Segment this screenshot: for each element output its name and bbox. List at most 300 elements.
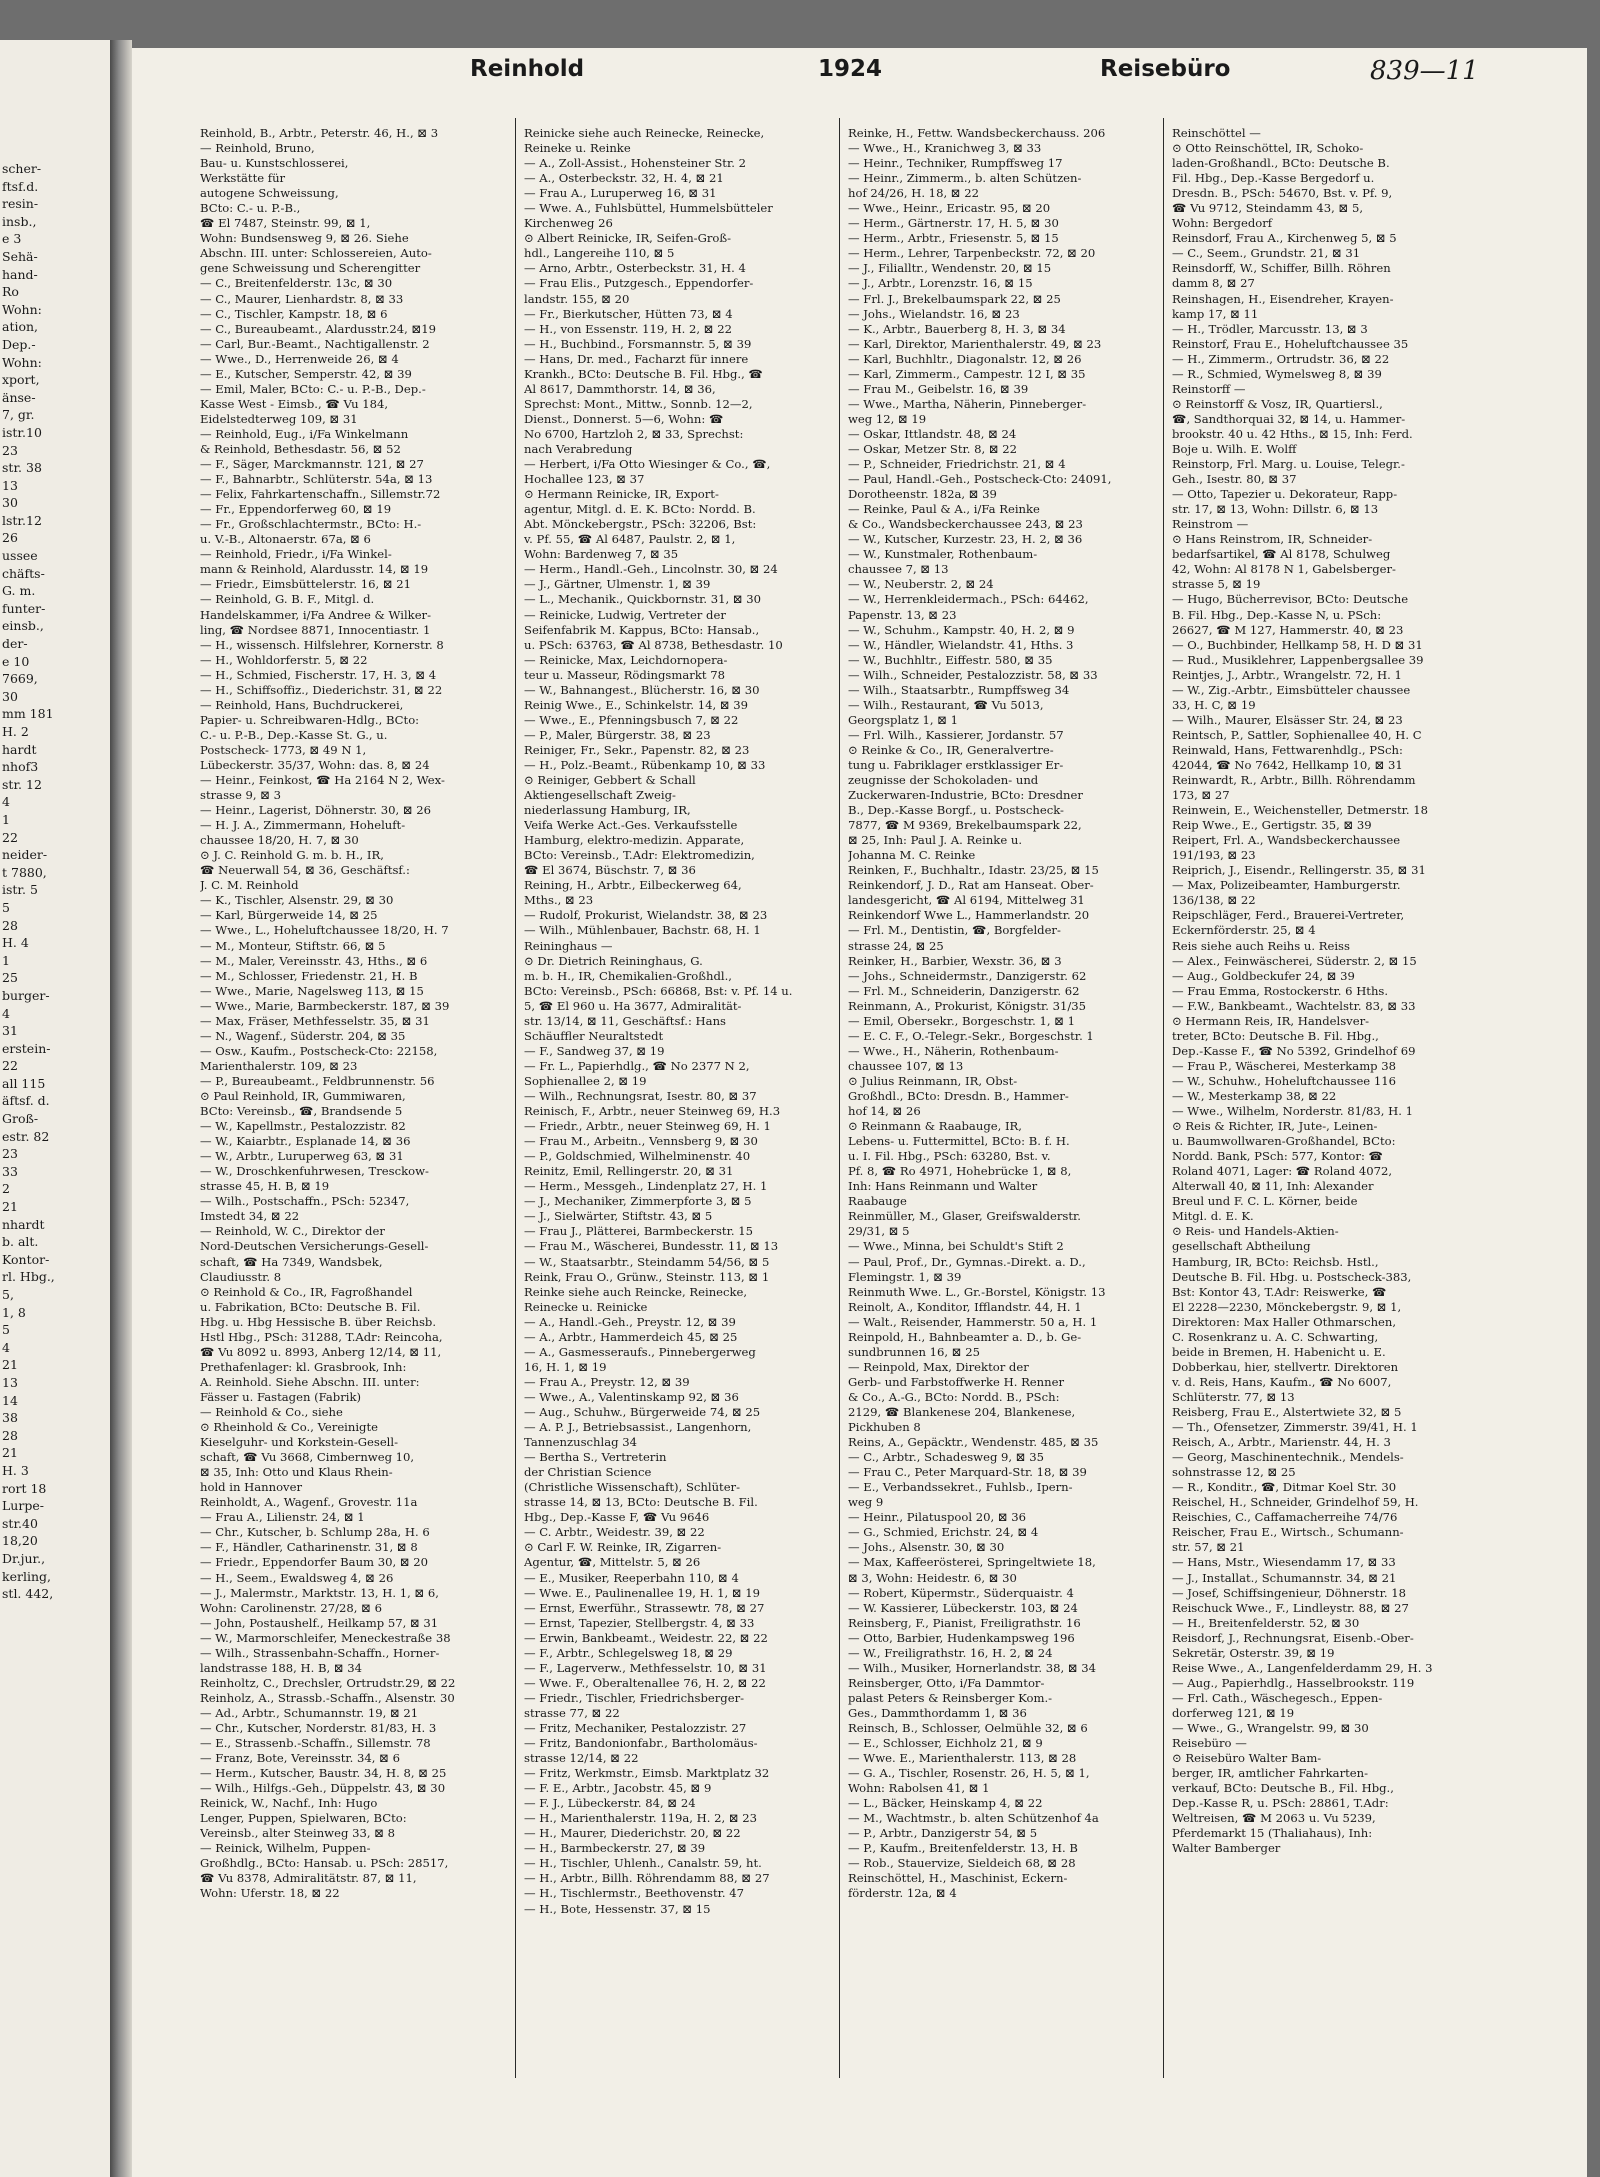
- directory-entry-line: Schäuffler Neuraltstedt: [524, 1028, 664, 1043]
- directory-entry-line: — H., Tischler, Uhlenh., Canalstr. 59, ht.: [524, 1856, 762, 1871]
- directory-entry-line: — J., Installat., Schumannstr. 34, ⊠ 21: [1172, 1570, 1397, 1585]
- directory-entry-line: — Frl. Wilh., Kassierer, Jordanstr. 57: [848, 727, 1064, 742]
- directory-entry-line: — E., Kutscher, Semperstr. 42, ⊠ 39: [200, 366, 412, 381]
- directory-entry-line: — Johs., Wielandstr. 16, ⊠ 23: [848, 306, 1020, 321]
- directory-entry-line: ⊙ Dr. Dietrich Reininghaus, G.: [524, 953, 703, 968]
- directory-entry-line: ☎ Vu 8092 u. 8993, Anberg 12/14, ⊠ 11,: [200, 1344, 442, 1359]
- directory-entry-line: ⊙ Reinke & Co., IR, Generalvertre-: [848, 742, 1054, 757]
- directory-entry-line: — Wilh., Musiker, Hornerlandstr. 38, ⊠ 34: [848, 1660, 1096, 1675]
- left-page-fragment: änse-: [2, 389, 36, 405]
- directory-entry-line: mann & Reinhold, Alardusstr. 14, ⊠ 19: [200, 562, 429, 577]
- directory-entry-line: — W., Herrenkleidermach., PSch: 64462,: [848, 592, 1089, 607]
- directory-entry-line: Reinstrom —: [1172, 517, 1249, 532]
- directory-entry-line: Papier- u. Schreibwaren-Hdlg., BCto:: [200, 712, 420, 727]
- directory-entry-line: Roland 4071, Lager: ☎ Roland 4072,: [1172, 1164, 1393, 1179]
- left-page-fragment: Dep.-: [2, 336, 36, 352]
- directory-entry-line: Eckernförderstr. 25, ⊠ 4: [1172, 923, 1316, 938]
- left-page-fragment: all 115: [2, 1075, 46, 1091]
- directory-entry-line: v. d. Reis, Hans, Kaufm., ☎ No 6007,: [1172, 1374, 1392, 1389]
- directory-entry-line: Krankh., BCto: Deutsche B. Fil. Hbg., ☎: [524, 366, 763, 381]
- directory-entry-line: Fil. Hbg., Dep.-Kasse Bergedorf u.: [1172, 171, 1375, 186]
- directory-entry-line: — J., Mechaniker, Zimmerpforte 3, ⊠ 5: [524, 1194, 752, 1209]
- directory-entry-line: — Reinhold, G. B. F., Mitgl. d.: [200, 592, 375, 607]
- directory-entry-line: Ges., Dammthordamm 1, ⊠ 36: [848, 1705, 1027, 1720]
- directory-entry-line: Reinwein, E., Weichensteller, Detmerstr. 18: [1172, 803, 1429, 818]
- directory-entry-line: — M., Monteur, Stiftstr. 66, ⊠ 5: [200, 938, 386, 953]
- directory-entry-line: — G. A., Tischler, Rosenstr. 26, H. 5, ⊠ 1,: [848, 1766, 1090, 1781]
- directory-entry-line: — Friedr., Tischler, Friedrichsberger-: [524, 1690, 745, 1705]
- directory-entry-line: ⊠ 25, Inh: Paul J. A. Reinke u.: [848, 833, 1023, 848]
- directory-entry-line: — F., Sandweg 37, ⊠ 19: [524, 1043, 665, 1058]
- directory-entry-line: — Fr., Bierkutscher, Hütten 73, ⊠ 4: [524, 306, 733, 321]
- directory-entry-line: — E., Verbandssekret., Fuhlsb., Ipern-: [848, 1480, 1073, 1495]
- directory-entry-line: — Frl. M., Schneiderin, Danzigerstr. 62: [848, 983, 1080, 998]
- directory-entry-line: Dep.-Kasse R, u. PSch: 28861, T.Adr:: [1172, 1796, 1389, 1811]
- left-page-fragment: erstein-: [2, 1040, 51, 1056]
- directory-entry-line: — Herm., Handl.-Geh., Lincolnstr. 30, ⊠ 24: [524, 562, 778, 577]
- left-page-fragment: 4: [2, 1005, 10, 1021]
- directory-entry-line: — Wwe. E., Marienthalerstr. 113, ⊠ 28: [848, 1751, 1077, 1766]
- directory-entry-line: — Fr. L., Papierhdlg., ☎ No 2377 N 2,: [524, 1058, 750, 1073]
- directory-entry-line: — Wilh., Restaurant, ☎ Vu 5013,: [848, 697, 1044, 712]
- directory-entry-line: — F. E., Arbtr., Jacobstr. 45, ⊠ 9: [524, 1781, 712, 1796]
- directory-entry-line: Dienst., Donnerst. 5—6, Wohn: ☎: [524, 411, 724, 426]
- left-page-fragment: scher-: [2, 161, 42, 176]
- directory-entry-line: — W., Kunstmaler, Rothenbaum-: [848, 547, 1038, 562]
- directory-entry-line: strasse 9, ⊠ 3: [200, 788, 282, 803]
- directory-entry-line: — J., Malermstr., Marktstr. 13, H. 1, ⊠ 6,: [200, 1585, 439, 1600]
- directory-entry-line: — Wwe. E., Paulinenallee 19, H. 1, ⊠ 19: [524, 1585, 760, 1600]
- directory-entry-line: Reinecke u. Reinicke: [524, 1299, 648, 1314]
- directory-entry-line: dorferweg 121, ⊠ 19: [1172, 1705, 1295, 1720]
- left-page-fragment: hardt: [2, 741, 37, 757]
- directory-entry-line: gene Schweissung und Scherengitter: [200, 261, 421, 276]
- directory-entry-line: — Fr., Großschlachtermstr., BCto: H.-: [200, 517, 422, 532]
- left-page-fragment: 30: [2, 688, 18, 704]
- directory-entry-line: gesellschaft Abtheilung: [1172, 1239, 1311, 1254]
- directory-entry-line: Großhdl., BCto: Dresdn. B., Hammer-: [848, 1089, 1069, 1103]
- directory-entry-line: — Felix, Fahrkartenschaffn., Sillemstr.72: [200, 487, 441, 502]
- left-page-fragment: 22: [2, 829, 18, 845]
- directory-entry-line: sohnstrasse 12, ⊠ 25: [1172, 1465, 1296, 1480]
- left-page-fragment: 5: [2, 899, 10, 915]
- directory-entry-line: Imstedt 34, ⊠ 22: [200, 1209, 300, 1224]
- directory-entry-line: Handelskammer, i/Fa Andree & Wilker-: [200, 607, 432, 622]
- directory-entry-line: — Wwe., Martha, Näherin, Pinneberger-: [848, 396, 1087, 411]
- directory-entry-line: — Heinr., Zimmerm., b. alten Schützen-: [848, 171, 1082, 186]
- directory-entry-line: Flemingstr. 1, ⊠ 39: [848, 1269, 962, 1284]
- directory-entry-line: — Hans, Mstr., Wiesendamm 17, ⊠ 33: [1172, 1555, 1396, 1570]
- directory-entry-line: Abt. Mönckebergstr., PSch: 32206, Bst:: [524, 517, 757, 532]
- directory-entry-line: — Aug., Schuhw., Bürgerweide 74, ⊠ 25: [524, 1404, 761, 1419]
- directory-entry-line: — W., Mesterkamp 38, ⊠ 22: [1172, 1089, 1337, 1103]
- directory-entry-line: — C. Arbtr., Weidestr. 39, ⊠ 22: [524, 1525, 705, 1540]
- left-page-fragment: 5: [2, 1322, 10, 1338]
- directory-entry-line: & Reinhold, Bethesdastr. 56, ⊠ 52: [200, 441, 401, 456]
- directory-entry-line: Reinke, H., Fettw. Wandsbeckerchauss. 206: [848, 126, 1106, 140]
- directory-entry-line: — F. J., Lübeckerstr. 84, ⊠ 24: [524, 1796, 696, 1811]
- directory-entry-line: Reinwardt, R., Arbtr., Billh. Röhrendamm: [1172, 773, 1416, 788]
- left-page-fragment: Kontor-: [2, 1251, 50, 1267]
- left-page-fragment: insb.,: [2, 213, 37, 229]
- directory-entry-line: — Heinr., Pilatuspool 20, ⊠ 36: [848, 1510, 1027, 1525]
- directory-entry-line: — A., Gasmesseraufs., Pinnebergerweg: [524, 1344, 756, 1359]
- directory-entry-line: ⊙ Reiniger, Gebbert & Schall: [524, 773, 696, 788]
- directory-entry-line: — E., Schlosser, Eichholz 21, ⊠ 9: [848, 1736, 1043, 1751]
- directory-entry-line: Reinmann, A., Prokurist, Königstr. 31/35: [848, 998, 1087, 1013]
- directory-entry-line: Al 8617, Dammthorstr. 14, ⊠ 36,: [524, 381, 716, 396]
- directory-entry-line: bedarfsartikel, ☎ Al 8178, Schulweg: [1172, 547, 1391, 562]
- directory-entry-line: — H., Arbtr., Billh. Röhrendamm 88, ⊠ 27: [524, 1871, 770, 1886]
- directory-entry-line: Reinsch, B., Schlosser, Oelmühle 32, ⊠ 6: [848, 1720, 1088, 1735]
- directory-entry-line: — F., Bahnarbtr., Schlüterstr. 54a, ⊠ 13: [200, 472, 433, 487]
- directory-entry-line: — Ad., Arbtr., Schumannstr. 19, ⊠ 21: [200, 1705, 419, 1720]
- directory-entry-line: Reinstorf, Frau E., Hoheluftchaussee 35: [1172, 336, 1409, 351]
- directory-entry-line: Werkstätte für: [200, 171, 286, 186]
- directory-entry-line: — Frau C., Peter Marquard-Str. 18, ⊠ 39: [848, 1465, 1087, 1480]
- directory-entry-line: Reinkendorf Wwe L., Hammerlandstr. 20: [848, 908, 1090, 923]
- directory-entry-line: — Wwe. A., Fuhlsbüttel, Hummelsbütteler: [524, 201, 773, 216]
- directory-entry-line: ⊙ Hans Reinstrom, IR, Schneider-: [1172, 532, 1373, 547]
- directory-entry-line: ⊙ Albert Reinicke, IR, Seifen-Groß-: [524, 231, 732, 246]
- directory-entry-line: Reinmuth Wwe. L., Gr.-Borstel, Königstr. 13: [848, 1284, 1106, 1299]
- directory-entry-line: Bst: Kontor 43, T.Adr: Reiswerke, ☎: [1172, 1284, 1387, 1299]
- directory-entry-line: — Reinicke, Max, Leichdornopera-: [524, 652, 728, 667]
- directory-entry-line: kamp 17, ⊠ 11: [1172, 306, 1259, 321]
- directory-entry-line: Reipert, Frl. A., Wandsbeckerchaussee: [1172, 833, 1401, 848]
- left-page-fragment: Dr.jur.,: [2, 1550, 46, 1566]
- left-page-fragment: 18,20: [2, 1533, 38, 1549]
- directory-entry-line: 7877, ☎ M 9369, Brekelbaumspark 22,: [848, 818, 1082, 833]
- directory-entry-line: — John, Postaushelf., Heilkamp 57, ⊠ 31: [200, 1615, 439, 1630]
- left-page-fragment: H. 4: [2, 935, 29, 951]
- directory-entry-line: — W., Neuberstr. 2, ⊠ 24: [848, 577, 994, 592]
- directory-entry-line: strasse 12/14, ⊠ 22: [524, 1751, 639, 1766]
- directory-entry-line: — Herbert, i/Fa Otto Wiesinger & Co., ☎,: [524, 457, 771, 472]
- directory-entry-line: chaussee 18/20, H. 7, ⊠ 30: [200, 833, 359, 848]
- directory-entry-line: teur u. Masseur, Rödingsmarkt 78: [524, 667, 725, 682]
- directory-entry-line: — Frau Elis., Putzgesch., Eppendorfer-: [524, 276, 754, 291]
- directory-column-4: [1172, 126, 1472, 1856]
- directory-entry-line: — Arno, Arbtr., Osterbeckstr. 31, H. 4: [524, 261, 746, 276]
- header-last-entry: Reisebüro: [1100, 56, 1231, 82]
- directory-entry-line: Reise Wwe., A., Langenfelderdamm 29, H. 3: [1172, 1660, 1433, 1675]
- directory-entry-line: Reinstorp, Frl. Marg. u. Louise, Telegr.-: [1172, 457, 1405, 472]
- directory-entry-line: berger, IR, amtlicher Fahrkarten-: [1172, 1766, 1369, 1781]
- directory-entry-line: autogene Schweissung,: [200, 186, 339, 201]
- left-page-fragment: nhof3: [2, 759, 39, 775]
- directory-entry-line: — Chr., Kutscher, b. Schlump 28a, H. 6: [200, 1525, 430, 1540]
- directory-entry-line: hdl., Langereihe 110, ⊠ 5: [524, 246, 675, 261]
- directory-entry-line: u. I. Fil. Hbg., PSch: 63280, Bst. v.: [848, 1149, 1051, 1164]
- directory-entry-line: Reining, H., Arbtr., Eilbeckerweg 64,: [524, 878, 742, 893]
- left-page-fragment: 1, 8: [2, 1304, 26, 1320]
- left-page-fragment: 4: [2, 794, 10, 810]
- directory-entry-line: — Johs., Alsenstr. 30, ⊠ 30: [848, 1540, 1005, 1555]
- directory-entry-line: — Herm., Kutscher, Baustr. 34, H. 8, ⊠ 25: [200, 1766, 447, 1781]
- directory-entry-line: Reis siehe auch Reihs u. Reiss: [1172, 938, 1350, 953]
- directory-entry-line: Reischel, H., Schneider, Grindelhof 59, H.: [1172, 1495, 1419, 1510]
- directory-entry-line: Hbg. u. Hbg Hessische B. über Reichsb.: [200, 1314, 437, 1329]
- directory-entry-line: Wohn: Carolinenstr. 27/28, ⊠ 6: [200, 1600, 382, 1615]
- directory-entry-line: — Frau P., Wäscherei, Mesterkamp 38: [1172, 1058, 1397, 1073]
- directory-entry-line: — P., Schneider, Friedrichstr. 21, ⊠ 4: [848, 457, 1066, 472]
- directory-entry-line: Hbg., Dep.-Kasse F, ☎ Vu 9646: [524, 1510, 710, 1525]
- directory-entry-line: — W., Kutscher, Kurzestr. 23, H. 2, ⊠ 36: [848, 532, 1083, 547]
- directory-entry-line: — Friedr., Arbtr., neuer Steinweg 69, H. 1: [524, 1119, 771, 1134]
- directory-entry-line: — W., Schuhm., Kampstr. 40, H. 2, ⊠ 9: [848, 622, 1075, 637]
- directory-entry-line: — Frau A., Luruperweg 16, ⊠ 31: [524, 186, 717, 201]
- directory-entry-line: Wohn: Rabolsen 41, ⊠ 1: [848, 1781, 990, 1796]
- directory-entry-line: ⊙ Julius Reinmann, IR, Obst-: [848, 1073, 1018, 1088]
- left-page-fragment: der-: [2, 636, 28, 652]
- directory-entry-line: — Oskar, Ittlandstr. 48, ⊠ 24: [848, 426, 1017, 441]
- left-page-fragment: rort 18: [2, 1480, 47, 1496]
- directory-entry-line: Reisberg, Frau E., Alstertwiete 32, ⊠ 5: [1172, 1404, 1402, 1419]
- directory-entry-line: — Wwe., H., Näherin, Rothenbaum-: [848, 1043, 1059, 1058]
- directory-entry-line: — Wilh., Postschaffn., PSch: 52347,: [200, 1194, 410, 1209]
- directory-entry-line: — P., Bureaubeamt., Feldbrunnenstr. 56: [200, 1073, 435, 1088]
- directory-entry-line: Vereinsb., alter Steinweg 33, ⊠ 8: [200, 1826, 395, 1841]
- directory-entry-line: — Wilh., Strassenbahn-Schaffn., Horner-: [200, 1645, 440, 1660]
- directory-entry-line: — Frl. M., Dentistin, ☎, Borgfelder-: [848, 923, 1061, 938]
- directory-entry-line: — H., Wohldorferstr. 5, ⊠ 22: [200, 652, 368, 667]
- left-page-fragment: 4: [2, 1339, 10, 1355]
- directory-entry-line: Reinsberger, Otto, i/Fa Dammtor-: [848, 1675, 1045, 1690]
- directory-entry-line: — H., Maurer, Diederichstr. 20, ⊠ 22: [524, 1826, 741, 1841]
- directory-entry-line: — H., Barmbeckerstr. 27, ⊠ 39: [524, 1841, 706, 1856]
- directory-entry-line: Dobberkau, hier, stellvertr. Direktoren: [1172, 1359, 1399, 1374]
- directory-entry-line: — Chr., Kutscher, Norderstr. 81/83, H. 3: [200, 1720, 437, 1735]
- directory-column-1: [200, 126, 500, 1902]
- directory-entry-line: — H., wissensch. Hilfslehrer, Kornerstr. 8: [200, 637, 444, 652]
- directory-entry-line: — Reinicke, Ludwig, Vertreter der: [524, 607, 726, 622]
- directory-entry-line: — Reinhold, Eug., i/Fa Winkelmann: [200, 426, 409, 441]
- directory-entry-line: — Wilh., Hilfgs.-Geh., Düppelstr. 43, ⊠ 30: [200, 1781, 446, 1796]
- directory-entry-line: — Wwe., Minna, bei Schuldt's Stift 2: [848, 1239, 1064, 1254]
- directory-entry-line: 2129, ☎ Blankenese 204, Blankenese,: [848, 1404, 1076, 1419]
- directory-entry-line: strasse 77, ⊠ 22: [524, 1705, 620, 1720]
- directory-entry-line: Reink, Frau O., Grünw., Steinstr. 113, ⊠ 1: [524, 1269, 770, 1284]
- directory-entry-line: Dorotheenstr. 182a, ⊠ 39: [848, 487, 997, 502]
- directory-entry-line: palast Peters & Reinsberger Kom.-: [848, 1690, 1053, 1705]
- directory-entry-line: — W., Freiligrathstr. 16, H. 2, ⊠ 24: [848, 1645, 1053, 1660]
- directory-entry-line: Reinholz, A., Strassb.-Schaffn., Alsenstr. 30: [200, 1690, 455, 1705]
- directory-entry-line: — Fritz, Mechaniker, Pestalozzistr. 27: [524, 1720, 747, 1735]
- left-page-fragment: chäfts-: [2, 565, 45, 581]
- left-page-fragment: H. 2: [2, 724, 29, 739]
- directory-entry-line: Walter Bamberger: [1172, 1841, 1281, 1856]
- directory-entry-line: — Carl, Bur.-Beamt., Nachtigallenstr. 2: [200, 336, 430, 351]
- directory-entry-line: Reinicke siehe auch Reinecke, Reinecke,: [524, 126, 765, 140]
- left-page-fragment: 13: [2, 1374, 18, 1390]
- directory-entry-line: Reinolt, A., Konditor, Ifflandstr. 44, H. 1: [848, 1299, 1082, 1314]
- directory-entry-line: Lenger, Puppen, Spielwaren, BCto:: [200, 1811, 407, 1826]
- directory-entry-line: Reinker, H., Barbier, Wexstr. 36, ⊠ 3: [848, 953, 1062, 968]
- directory-entry-line: förderstr. 12a, ⊠ 4: [848, 1886, 957, 1901]
- directory-entry-line: — H., Polz.-Beamt., Rübenkamp 10, ⊠ 33: [524, 757, 766, 772]
- directory-entry-line: v. Pf. 55, ☎ Al 6487, Paulstr. 2, ⊠ 1,: [524, 532, 736, 547]
- directory-entry-line: str. 57, ⊠ 21: [1172, 1540, 1245, 1555]
- directory-entry-line: Hstl Hbg., PSch: 31288, T.Adr: Reincoha,: [200, 1329, 443, 1344]
- directory-entry-line: hold in Hannover: [200, 1480, 303, 1495]
- directory-entry-line: — Frl. J., Brekelbaumspark 22, ⊠ 25: [848, 291, 1061, 306]
- directory-entry-line: zeugnisse der Schokoladen- und: [848, 773, 1039, 788]
- directory-entry-line: Dresdn. B., PSch: 54670, Bst. v. Pf. 9,: [1172, 186, 1393, 201]
- directory-entry-line: — Wwe., Marie, Barmbeckerstr. 187, ⊠ 39: [200, 998, 450, 1013]
- left-page-edge: [0, 40, 110, 2177]
- directory-entry-line: Reinwald, Hans, Fettwarenhdlg., PSch:: [1172, 742, 1403, 757]
- directory-entry-line: — W., Kapellmstr., Pestalozzistr. 82: [200, 1119, 406, 1134]
- left-page-fragment: kerling,: [2, 1568, 51, 1584]
- directory-entry-line: Reinpold, H., Bahnbeamter a. D., b. Ge-: [848, 1329, 1082, 1344]
- directory-entry-line: — W., Händler, Wielandstr. 41, Hths. 3: [848, 637, 1074, 652]
- left-page-fragment: 7669,: [2, 671, 38, 687]
- directory-entry-line: — W., Staatsarbtr., Steindamm 54/56, ⊠ 5: [524, 1254, 770, 1269]
- left-page-fragment: 30: [2, 495, 18, 511]
- directory-entry-line: — Wilh., Maurer, Elsässer Str. 24, ⊠ 23: [1172, 712, 1403, 727]
- directory-entry-line: — Frau A., Preystr. 12, ⊠ 39: [524, 1374, 690, 1389]
- left-page-fragment: neider-: [2, 847, 48, 863]
- directory-entry-line: Reischies, C., Caffamacherreihe 74/76: [1172, 1510, 1398, 1525]
- directory-entry-line: ⊙ Rheinhold & Co., Vereinigte: [200, 1420, 378, 1435]
- directory-entry-line: Mths., ⊠ 23: [524, 893, 594, 908]
- directory-entry-line: — Paul, Handl.-Geh., Postscheck-Cto: 24091,: [848, 472, 1112, 487]
- directory-entry-line: — C., Seem., Grundstr. 21, ⊠ 31: [1172, 246, 1361, 261]
- directory-entry-line: Schlüterstr. 77, ⊠ 13: [1172, 1389, 1295, 1404]
- left-page-fragment: 23: [2, 1146, 18, 1162]
- directory-entry-line: Reinke siehe auch Reincke, Reinecke,: [524, 1284, 748, 1299]
- left-page-fragment: Lurpe-: [2, 1498, 44, 1514]
- directory-entry-line: — Robert, Küpermstr., Süderquaistr. 4: [848, 1585, 1074, 1600]
- directory-entry-line: — W., Kaiarbtr., Esplanade 14, ⊠ 36: [200, 1134, 411, 1149]
- directory-entry-line: — N., Wagenf., Süderstr. 204, ⊠ 35: [200, 1028, 406, 1043]
- directory-entry-line: — Fr., Eppendorferweg 60, ⊠ 19: [200, 502, 392, 517]
- directory-entry-line: — K., Arbtr., Bauerberg 8, H. 3, ⊠ 34: [848, 321, 1066, 336]
- directory-entry-line: — A., Osterbeckstr. 32, H. 4, ⊠ 21: [524, 171, 724, 186]
- directory-entry-line: — H., Trödler, Marcusstr. 13, ⊠ 3: [1172, 321, 1368, 336]
- directory-entry-line: BCto: Vereinsb., ☎, Brandsende 5: [200, 1104, 403, 1119]
- left-page-fragment: 1: [2, 811, 10, 827]
- directory-entry-line: ⊙ J. C. Reinhold G. m. b. H., IR,: [200, 848, 384, 863]
- directory-entry-line: — P., Arbtr., Danzigerstr 54, ⊠ 5: [848, 1826, 1038, 1841]
- directory-entry-line: — A. P. J., Betriebsassist., Langenhorn,: [524, 1420, 752, 1435]
- directory-entry-line: laden-Großhandl., BCto: Deutsche B.: [1172, 156, 1390, 171]
- directory-entry-line: hof 24/26, H. 18, ⊠ 22: [848, 186, 979, 201]
- directory-entry-line: — Osw., Kaufm., Postscheck-Cto: 22158,: [200, 1043, 438, 1058]
- directory-entry-line: — M., Maler, Vereinsstr. 43, Hths., ⊠ 6: [200, 953, 428, 968]
- directory-entry-line: weg 9: [848, 1495, 884, 1510]
- column-rule: [515, 118, 516, 2078]
- directory-entry-line: Hochallee 123, ⊠ 37: [524, 472, 645, 487]
- directory-entry-line: Gerb- und Farbstoffwerke H. Renner: [848, 1374, 1064, 1389]
- directory-entry-line: ⊙ Reis- und Handels-Aktien-: [1172, 1224, 1339, 1239]
- directory-entry-line: — Herm., Messgeh., Lindenplatz 27, H. 1: [524, 1179, 768, 1194]
- directory-entry-line: — Herm., Gärtnerstr. 17, H. 5, ⊠ 30: [848, 216, 1059, 231]
- directory-entry-line: — Reinhold, W. C., Direktor der: [200, 1224, 385, 1239]
- directory-entry-line: der Christian Science: [524, 1465, 652, 1480]
- directory-entry-line: — A., Arbtr., Hammerdeich 45, ⊠ 25: [524, 1329, 738, 1344]
- directory-entry-line: Seifenfabrik M. Kappus, BCto: Hansab.,: [524, 622, 760, 637]
- left-page-fragment: 22: [2, 1058, 18, 1074]
- directory-entry-line: — W., Zig.-Arbtr., Eimsbütteler chaussee: [1172, 682, 1411, 697]
- directory-entry-line: ling, ☎ Nordsee 8871, Innocentiastr. 1: [200, 622, 431, 637]
- directory-entry-line: Lübeckerstr. 35/37, Wohn: das. 8, ⊠ 24: [200, 757, 430, 772]
- directory-entry-line: Großhdlg., BCto: Hansab. u. PSch: 28517,: [200, 1856, 449, 1871]
- left-page-fragment: resin-: [2, 196, 39, 212]
- directory-entry-line: — P., Kaufm., Breitenfelderstr. 13, H. B: [848, 1841, 1078, 1856]
- directory-entry-line: landstr. 155, ⊠ 20: [524, 291, 630, 306]
- directory-entry-line: ⊠ 3, Wohn: Heidestr. 6, ⊠ 30: [848, 1570, 1017, 1585]
- directory-entry-line: Reinig Wwe., E., Schinkelstr. 14, ⊠ 39: [524, 697, 749, 712]
- directory-entry-line: — Wwe., L., Hoheluftchaussee 18/20, H. 7: [200, 923, 449, 938]
- directory-entry-line: beide in Bremen, H. Habenicht u. E.: [1172, 1344, 1386, 1359]
- directory-entry-line: Bau- u. Kunstschlosserei,: [200, 156, 349, 171]
- left-page-fragment: einsb.,: [2, 618, 44, 634]
- directory-entry-line: ☎, Sandthorquai 32, ⊠ 14, u. Hammer-: [1172, 411, 1406, 426]
- directory-entry-line: — Hugo, Bücherrevisor, BCto: Deutsche: [1172, 592, 1409, 607]
- directory-entry-line: — Franz, Bote, Vereinsstr. 34, ⊠ 6: [200, 1751, 400, 1766]
- directory-entry-line: Reinstorff —: [1172, 381, 1246, 396]
- directory-entry-line: Reiniger, Fr., Sekr., Papenstr. 82, ⊠ 23: [524, 742, 750, 757]
- left-page-fragment: äftsf. d.: [2, 1093, 50, 1109]
- directory-entry-line: — Wwe., D., Herrenweide 26, ⊠ 4: [200, 351, 399, 366]
- directory-entry-line: — J., Sielwärter, Stiftstr. 43, ⊠ 5: [524, 1209, 713, 1224]
- directory-entry-line: ☎ Vu 9712, Steindamm 43, ⊠ 5,: [1172, 201, 1364, 216]
- directory-entry-line: Kieselguhr- und Korkstein-Gesell-: [200, 1435, 399, 1450]
- directory-entry-line: Papenstr. 13, ⊠ 23: [848, 607, 957, 622]
- directory-entry-line: Wohn: Bundsensweg 9, ⊠ 26. Siehe: [200, 231, 409, 246]
- left-page-fragment: 1: [2, 952, 10, 968]
- directory-entry-line: weg 12, ⊠ 19: [848, 411, 927, 426]
- directory-entry-line: strasse 24, ⊠ 25: [848, 938, 944, 953]
- directory-entry-line: — Heinr., Feinkost, ☎ Ha 2164 N 2, Wex-: [200, 773, 445, 788]
- directory-entry-line: — Wilh., Mühlenbauer, Bachstr. 68, H. 1: [524, 923, 761, 938]
- directory-entry-line: — W., Droschkenfuhrwesen, Tresckow-: [200, 1164, 429, 1179]
- directory-entry-line: treter, BCto: Deutsche B. Fil. Hbg.,: [1172, 1028, 1379, 1043]
- directory-entry-line: — H., Schmied, Fischerstr. 17, H. 3, ⊠ 4: [200, 667, 437, 682]
- directory-entry-line: C. Rosenkranz u. A. C. Schwarting,: [1172, 1329, 1379, 1344]
- directory-entry-line: Direktoren: Max Haller Othmarschen,: [1172, 1314, 1397, 1329]
- directory-entry-line: — P., Goldschmied, Wilhelminenstr. 40: [524, 1149, 751, 1164]
- directory-entry-line: — Bertha S., Vertreterin: [524, 1450, 667, 1465]
- directory-entry-line: Breul und F. C. L. Körner, beide: [1172, 1194, 1358, 1209]
- directory-entry-line: Reischer, Frau E., Wirtsch., Schumann-: [1172, 1525, 1404, 1540]
- directory-entry-line: — Herm., Lehrer, Tarpenbeckstr. 72, ⊠ 20: [848, 246, 1096, 261]
- directory-entry-line: ⊙ Reinstorff & Vosz, IR, Quartiersl.,: [1172, 396, 1383, 411]
- directory-entry-line: — Aug., Goldbeckufer 24, ⊠ 39: [1172, 968, 1355, 983]
- left-page-fragment: 21: [2, 1199, 18, 1215]
- directory-entry-line: schaft, ☎ Vu 3668, Cimbernweg 10,: [200, 1450, 415, 1465]
- directory-entry-line: — Th., Ofensetzer, Zimmerstr. 39/41, H. 1: [1172, 1420, 1418, 1435]
- left-page-fragment: 5,: [2, 1287, 14, 1302]
- directory-entry-line: tung u. Fabriklager erstklassiger Er-: [848, 757, 1064, 772]
- directory-entry-line: u. Baumwollwaren-Großhandel, BCto:: [1172, 1134, 1396, 1149]
- directory-entry-line: Tannenzuschlag 34: [524, 1435, 637, 1450]
- directory-entry-line: Reinmüller, M., Glaser, Greifswalderstr.: [848, 1209, 1081, 1224]
- left-page-fragment: istr. 5: [2, 882, 38, 898]
- left-page-fragment: stl. 442,: [2, 1586, 54, 1602]
- directory-entry-line: Boje u. Wilh. E. Wolff: [1172, 441, 1297, 456]
- header-year: 1924: [818, 56, 883, 82]
- left-page-fragment: G. m.: [2, 583, 36, 599]
- directory-entry-line: BCto: Vereinsb., T.Adr: Elektromedizin,: [524, 848, 755, 863]
- directory-entry-line: Geh., Isestr. 80, ⊠ 37: [1172, 472, 1297, 487]
- directory-entry-line: — Friedr., Eimsbüttelerstr. 16, ⊠ 21: [200, 577, 411, 592]
- directory-entry-line: — H. J. A., Zimmermann, Hoheluft-: [200, 818, 406, 833]
- directory-entry-line: strasse 45, H. B, ⊠ 19: [200, 1179, 330, 1194]
- directory-entry-line: — E., Strassenb.-Schaffn., Sillemstr. 78: [200, 1736, 431, 1751]
